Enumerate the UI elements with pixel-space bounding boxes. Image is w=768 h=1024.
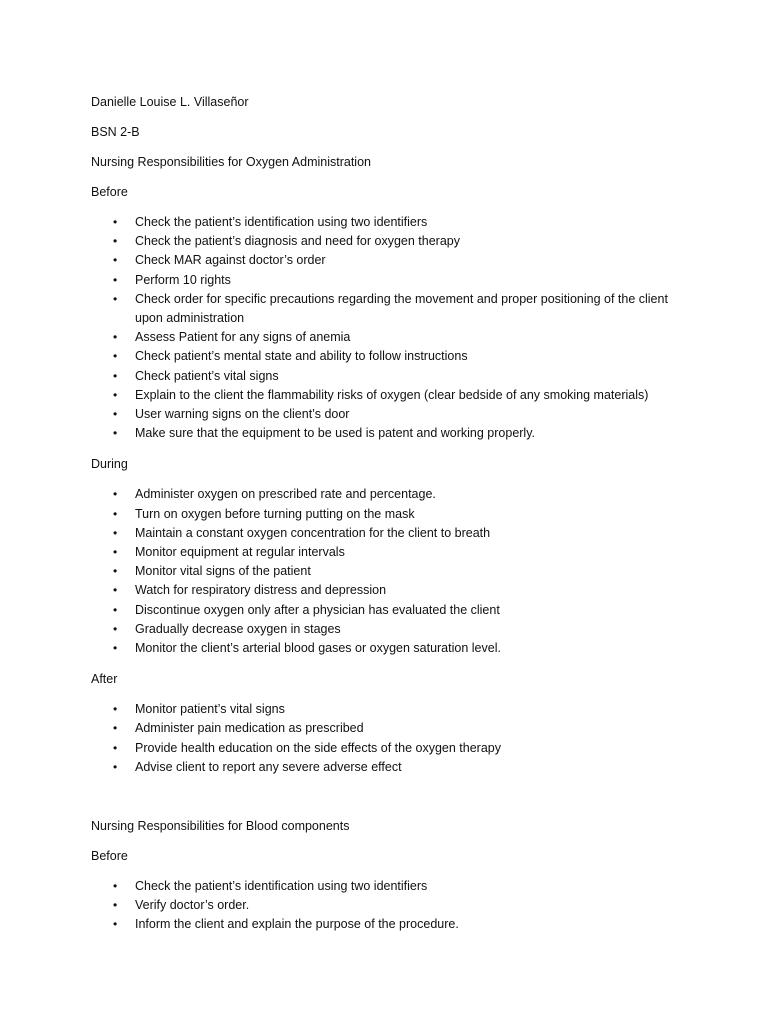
bullet-icon: •	[113, 387, 118, 402]
oxygen-after-list	[91, 700, 691, 777]
bullet-icon: •	[113, 330, 118, 345]
bullet-icon: •	[113, 349, 118, 364]
list-item-text: Discontinue oxygen only after a physician has evaluated the client	[135, 602, 500, 617]
list-item-text: Administer oxygen on prescribed rate and percentage.	[135, 487, 436, 502]
list-item	[91, 251, 691, 270]
list-item-text: Administer pain medication as prescribed	[135, 721, 364, 736]
list-item	[91, 524, 691, 543]
list-item-text: Maintain a constant oxygen concentration for the client to breath	[135, 525, 491, 540]
list-item-text: Watch for respiratory distress and depression	[135, 583, 387, 598]
oxygen-after-heading: After	[91, 672, 118, 687]
list-item	[91, 700, 691, 719]
oxygen-during-list	[91, 485, 691, 658]
spacer	[91, 836, 691, 847]
bullet-icon: •	[113, 917, 118, 932]
bullet-icon: •	[113, 641, 118, 656]
list-item-text: Monitor equipment at regular intervals	[135, 545, 345, 560]
list-item	[91, 328, 691, 347]
list-item-text: Check the patient’s diagnosis and need for oxygen therapy	[135, 234, 460, 249]
bullet-icon: •	[113, 506, 118, 521]
spacer	[91, 689, 691, 700]
student-name: Danielle Louise L. Villaseñor	[91, 95, 249, 109]
bullet-icon: •	[113, 234, 118, 249]
blood-before-heading: Before	[91, 849, 128, 864]
list-item	[91, 562, 691, 581]
bullet-icon: •	[113, 602, 118, 617]
list-item-text: Check patient’s mental state and ability to follow instructions	[135, 349, 468, 364]
bullet-icon: •	[113, 272, 118, 287]
list-item	[91, 896, 691, 915]
list-item-text: Provide health education on the side effects of the oxygen therapy	[135, 740, 501, 755]
bullet-icon: •	[113, 702, 118, 717]
list-item-text: Check patient’s vital signs	[135, 368, 279, 383]
list-item-text: Check the patient’s identification using two identifiers	[135, 879, 428, 894]
bullet-icon: •	[113, 215, 118, 229]
bullet-icon: •	[113, 721, 118, 736]
oxygen-during-heading: During	[91, 457, 128, 472]
list-item-text: Check order for specific precautions regarding the movement and proper positioning of the client upon administration	[135, 291, 668, 326]
bullet-icon: •	[113, 253, 118, 268]
oxygen-before-heading: Before	[91, 185, 128, 199]
bullet-icon: •	[113, 291, 118, 306]
list-item-text: Monitor the client’s arterial blood gases or oxygen saturation level.	[135, 641, 501, 656]
spacer	[91, 777, 691, 817]
list-item-text: User warning signs on the client’s door	[135, 407, 350, 422]
list-item-text: Make sure that the equipment to be used is patent and working properly.	[135, 426, 536, 441]
list-item	[91, 877, 691, 896]
spacer	[91, 172, 691, 183]
list-item	[91, 719, 691, 738]
list-item-text: Inform the client and explain the purpose of the procedure.	[135, 917, 459, 932]
list-item	[91, 505, 691, 524]
list-item	[91, 232, 691, 251]
bullet-icon: •	[113, 621, 118, 636]
list-item	[91, 271, 691, 290]
bullet-icon: •	[113, 740, 118, 755]
list-item	[91, 620, 691, 639]
spacer	[91, 866, 691, 877]
bullet-icon: •	[113, 487, 118, 502]
list-item	[91, 581, 691, 600]
bullet-icon: •	[113, 564, 118, 579]
spacer	[91, 658, 691, 670]
list-item	[91, 386, 691, 405]
list-item	[91, 739, 691, 758]
list-item-text: Gradually decrease oxygen in stages	[135, 621, 341, 636]
list-item	[91, 915, 691, 934]
blood-before-list	[91, 877, 691, 935]
list-item	[91, 758, 691, 777]
list-item	[91, 485, 691, 504]
bullet-icon: •	[113, 759, 118, 774]
list-item-text: Monitor patient’s vital signs	[135, 702, 285, 717]
spacer	[91, 202, 691, 213]
student-section: BSN 2-B	[91, 125, 140, 139]
list-item-text: Turn on oxygen before turning putting on the mask	[135, 506, 415, 521]
bullet-icon: •	[113, 407, 118, 422]
blood-section-title: Nursing Responsibilities for Blood components	[91, 819, 350, 834]
list-item-text: Verify doctor’s order.	[135, 898, 250, 913]
oxygen-before-list	[91, 213, 691, 443]
list-item-text: Monitor vital signs of the patient	[135, 564, 311, 579]
list-item-text: Check the patient’s identification using two identifiers	[135, 215, 428, 229]
document-page	[91, 93, 691, 935]
spacer	[91, 142, 691, 153]
list-item	[91, 367, 691, 386]
bullet-icon: •	[113, 879, 118, 894]
oxygen-section-title: Nursing Responsibilities for Oxygen Administration	[91, 155, 371, 169]
list-item-text: Assess Patient for any signs of anemia	[135, 330, 351, 345]
list-item	[91, 601, 691, 620]
list-item	[91, 405, 691, 424]
bullet-icon: •	[113, 898, 118, 913]
spacer	[91, 474, 691, 485]
list-item	[91, 213, 691, 232]
list-item	[91, 424, 691, 443]
list-item	[91, 639, 691, 658]
bullet-icon: •	[113, 368, 118, 383]
spacer	[91, 443, 691, 455]
list-item-text: Explain to the client the flammability risks of oxygen (clear bedside of any smoking materials)	[135, 387, 649, 402]
bullet-icon: •	[113, 525, 118, 540]
bullet-icon: •	[113, 545, 118, 560]
list-item-text: Advise client to report any severe adverse effect	[135, 759, 402, 774]
list-item-text: Perform 10 rights	[135, 272, 231, 287]
bullet-icon: •	[113, 426, 118, 441]
list-item-text: Check MAR against doctor’s order	[135, 253, 326, 268]
bullet-icon: •	[113, 583, 118, 598]
list-item	[91, 290, 691, 328]
list-item	[91, 543, 691, 562]
list-item	[91, 347, 691, 366]
spacer	[91, 112, 691, 123]
